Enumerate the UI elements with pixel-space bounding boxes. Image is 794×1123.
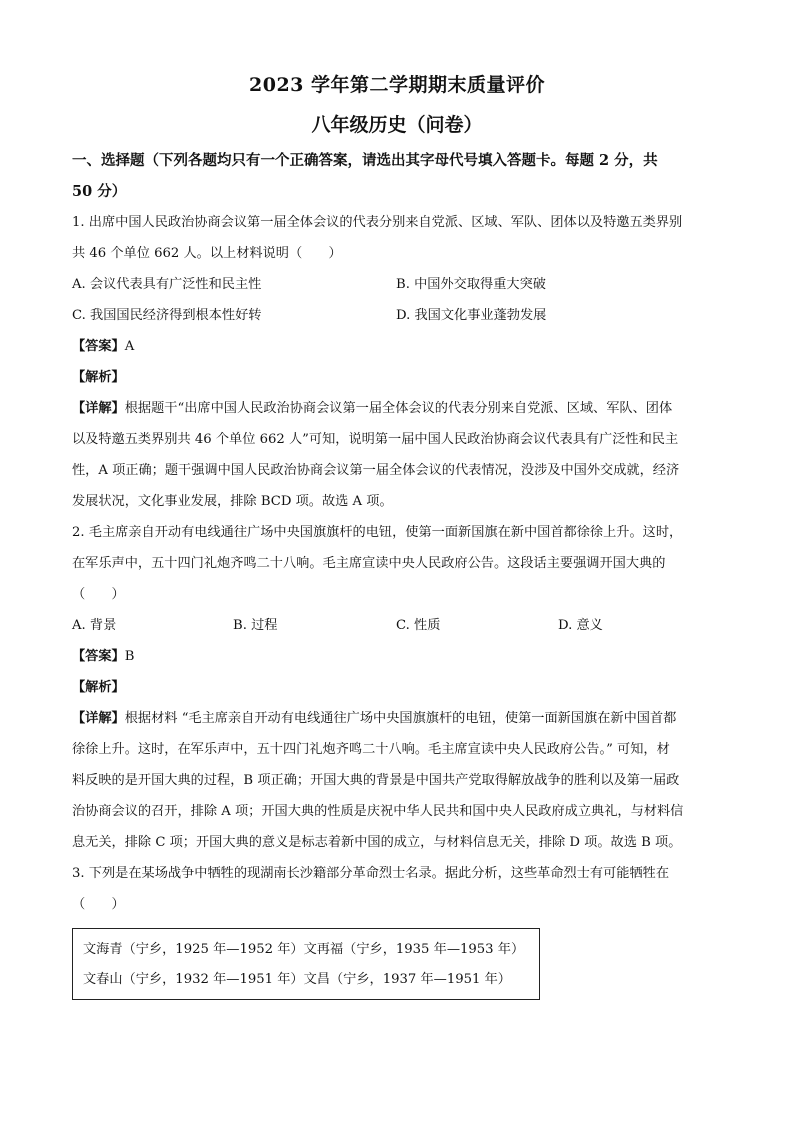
q2-options-row [72,610,722,641]
q2-answer-tag: 【答案】 [72,649,125,664]
q3-stem-line2: （ ） [72,897,125,912]
q2-answer-value: B [124,649,135,664]
q1-option-d: D. 我国文化事业蓬勃发展 [396,308,547,323]
q2-option-d: D. 意义 [558,618,603,633]
q2-analysis-tag: 【解析】 [72,680,125,695]
q3-material-box [72,928,540,1000]
q2-detail-line5: 息无关，排除 C 项；开国大典的意义是标志着新中国的成立，与材料信息无关，排除 D 项。故选 B 项。 [72,835,682,850]
q2-answer [72,641,722,672]
q2-detail-line4: 治协商会议的召开，排除 A 项；开国大典的性质是庆祝中华人民共和国中央人民政府成立典礼，与材料信 [72,804,684,819]
q2-option-c: C. 性质 [396,618,441,633]
q1-analysis-tag: 【解析】 [72,370,125,385]
q2-detail-tag: 【详解】 [72,711,125,726]
q3-material-line1: 文海青（宁乡，1925 年—1952 年）文再福（宁乡，1935 年—1953 年） [83,942,525,957]
q1-stem-line2: 共 46 个单位 662 人。以上材料说明（ ） [72,246,342,261]
q1-options-row1 [72,269,722,300]
q1-stem-line1: 1. 出席中国人民政治协商会议第一届全体会议的代表分别来自党派、区域、军队、团体以及特邀五类界别 [72,215,683,230]
q2-option-a: A. 背景 [72,618,117,633]
q1-detail-line2: 以及特邀五类界别共 46 个单位 662 人”可知，说明第一届中国人民政治协商会议代表具有广泛性和民主 [72,432,679,447]
q2-option-b: B. 过程 [233,618,278,633]
q1-detail-line4: 发展状况，文化事业发展，排除 BCD 项。故选 A 项。 [72,494,393,509]
q2-stem-line3: （ ） [72,587,125,602]
q2-stem-line1: 2. 毛主席亲自开动有电线通往广场中央国旗旗杆的电钮，使第一面新国旗在新中国首都徐徐上升。这时， [72,525,683,540]
exam-content [72,145,722,1000]
q2-detail-text1: 根据材料 “毛主席亲自开动有电线通往广场中央国旗旗杆的电钮，使第一面新国旗在新中国首都 [124,711,677,726]
q2-detail-line1 [72,703,722,734]
q2-stem-line2: 在军乐声中，五十四门礼炮齐鸣二十八响。毛主席宣读中央人民政府公告。这段话主要强调开国大典的 [72,556,666,571]
q1-detail-line3: 性，A 项正确；题干强调中国人民政治协商会议第一届全体会议的代表情况，没涉及中国外交成就，经济 [72,463,680,478]
q1-detail-line1 [72,393,722,424]
q1-options-row2 [72,300,722,331]
q1-option-b: B. 中国外交取得重大突破 [396,277,546,292]
section-heading-line2: 50 分） [72,183,127,200]
q1-option-a: A. 会议代表具有广泛性和民主性 [72,277,262,292]
q1-answer-value: A [124,339,135,354]
q3-stem-line1: 3. 下列是在某场战争中牺牲的现湖南长沙籍部分革命烈士名录。据此分析，这些革命烈士有可能牺牲在 [72,866,670,881]
q1-detail-tag: 【详解】 [72,401,125,416]
exam-title: 2023 学年第二学期期末质量评价 [249,74,545,96]
q2-detail-line3: 料反映的是开国大典的过程，B 项正确；开国大典的背景是中国共产党取得解放战争的胜利以及第一届政 [72,773,680,788]
q1-option-c: C. 我国国民经济得到根本性好转 [72,308,262,323]
q3-material-line2: 文春山（宁乡，1932 年—1951 年）文昌（宁乡，1937 年—1951 年） [83,972,511,987]
q2-detail-line2: 徐徐上升。这时，在军乐声中，五十四门礼炮齐鸣二十八响。毛主席宣读中央人民政府公告。” 可知，材 [72,742,670,757]
exam-subtitle: 八年级历史（问卷） [311,114,483,136]
q1-detail-text1: 根据题干“出席中国人民政治协商会议第一届全体会议的代表分别来自党派、区域、军队、团体 [124,401,673,416]
q1-answer [72,331,722,362]
section-heading-line1: 一、选择题（下列各题均只有一个正确答案，请选出其字母代号填入答题卡。每题 2 分，共 [72,152,658,169]
q1-answer-tag: 【答案】 [72,339,125,354]
